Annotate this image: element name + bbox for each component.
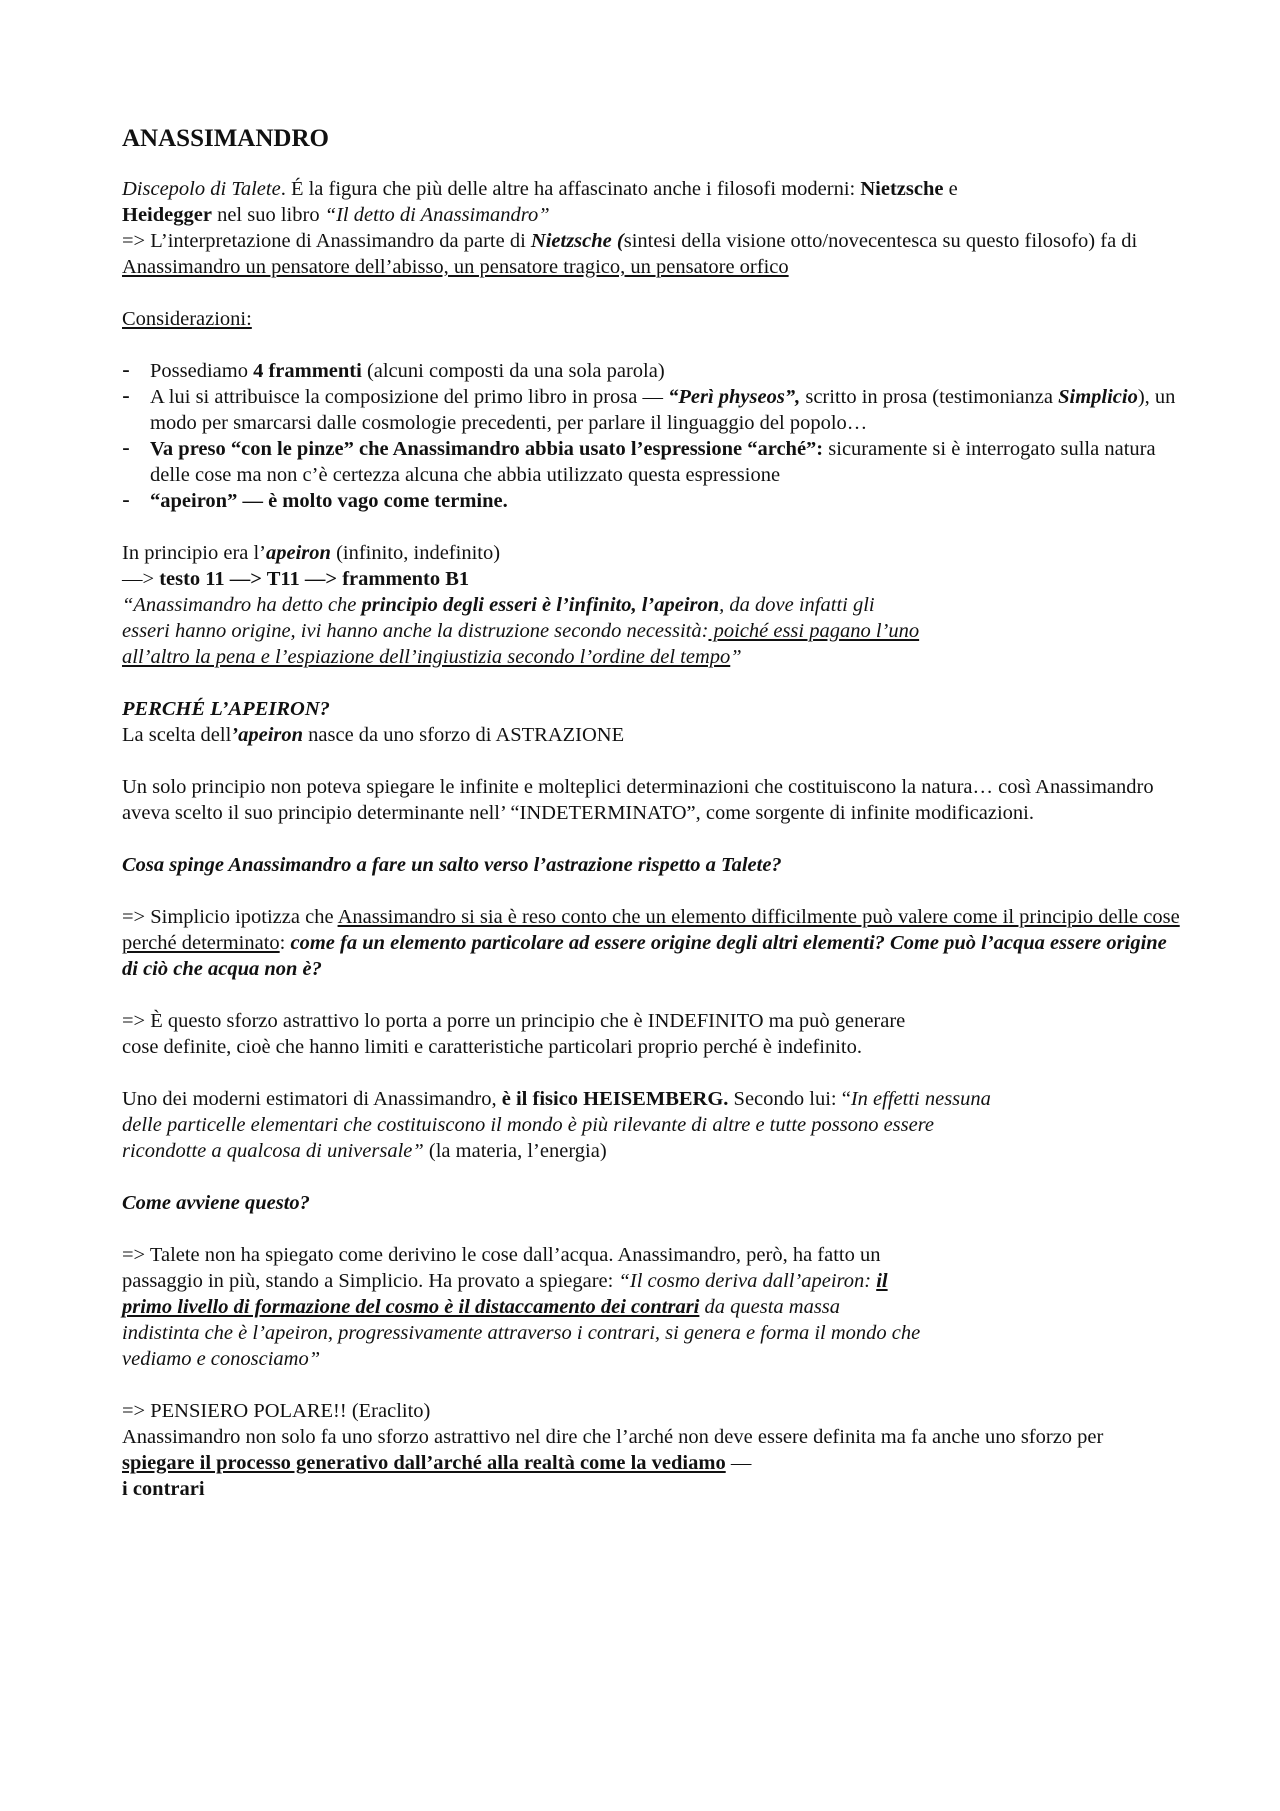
- considerations-list: [122, 358, 1180, 514]
- list-item: - A lui si attribuisce la composizione del primo libro in prosa — “Perì physeos”, scritto in prosa (testimonianza Simplicio), un modo per smarcarsi dalle cosmologie precedenti, per parlare il linguaggio del popolo…: [122, 384, 1180, 436]
- question-heading: Cosa spinge Anassimandro a fare un salto verso l’astrazione rispetto a Talete?: [122, 854, 782, 876]
- talete-paragraph: => Talete non ha spiegato come derivino le cose dall’acqua. Anassimandro, però, ha fatto un passaggio in più, stando a Simplicio. Ha provato a spiegare: “Il cosmo deriva dall’apeiron: il primo livello di formazione del cosmo è il distaccamento dei contrari da questa massa indistinta che è l’apeiron, progressivamente attraverso i contrari, si genera e forma il mondo che vediamo e conosciamo”: [122, 1244, 921, 1370]
- final-paragraph: Anassimandro non solo fa uno sforzo astrattivo nel dire che l’arché non deve essere definita ma fa anche uno sforzo per spiegare il processo generativo dall’arché alla realtà come la vediamo — i contrari: [122, 1426, 1104, 1500]
- sforzo-paragraph: => È questo sforzo astrattivo lo porta a porre un principio che è INDEFINITO ma può generare cose definite, cioè che hanno limiti e caratteristiche particolari proprio perché è indefinito.: [122, 1010, 906, 1058]
- intro-paragraph: Discepolo di Talete. É la figura che più delle altre ha affascinato anche i filosofi moderni: Nietzsche e Heidegger nel suo libro “Il detto di Anassimandro”: [122, 178, 958, 226]
- list-item: - Possediamo 4 frammenti (alcuni composti da una sola parola): [122, 358, 1180, 384]
- principio-line: In principio era l’apeiron (infinito, indefinito): [122, 542, 501, 564]
- astrazione-line: La scelta dell’apeiron nasce da uno sforzo di ASTRAZIONE: [122, 724, 625, 746]
- interpretation-paragraph: => L’interpretazione di Anassimandro da parte di Nietzsche (sintesi della visione otto/novecentesca su questo filosofo) fa di Anassimandro un pensatore dell’abisso, un pensatore tragico, un pensatore orfico: [122, 230, 1138, 278]
- pensiero-polare-line: => PENSIERO POLARE!! (Eraclito): [122, 1400, 431, 1422]
- heisenberg-paragraph: Uno dei moderni estimatori di Anassimandro, è il fisico HEISEMBERG. Secondo lui: “In effetti nessuna delle particelle elementari che costituiscono il mondo è più rilevante di altre e tutte possono essere ricondotte a qualcosa di universale” (la materia, l’energia): [122, 1088, 991, 1162]
- document-body: [122, 124, 1180, 1502]
- reference-line: —> testo 11 —> T11 —> frammento B1: [122, 568, 470, 590]
- section-heading-perche: PERCHÉ L’APEIRON?: [122, 698, 330, 720]
- page-title: ANASSIMANDRO: [122, 125, 329, 152]
- list-item: - Va preso “con le pinze” che Anassimandro abbia usato l’espressione “arché”: sicuramente si è interrogato sulla natura delle cose ma non c’è certezza alcuna che abbia utilizzato questa espressione: [122, 436, 1180, 488]
- fragment-quote: “Anassimandro ha detto che principio degli esseri è l’infinito, l’apeiron, da dove infatti gli esseri hanno origine, ivi hanno anche la distruzione secondo necessità: poiché essi pagano l’uno all’altro la pena e l’espiazione dell’ingiustizia secondo l’ordine del tempo”: [122, 594, 920, 668]
- principio-paragraph: Un solo principio non poteva spiegare le infinite e molteplici determinazioni che costituiscono la natura… così Anassimandro aveva scelto il suo principio determinante nell’ “INDETERMINATO”, come sorgente di infinite modificazioni.: [122, 776, 1154, 824]
- simplicio-paragraph: => Simplicio ipotizza che Anassimandro si sia è reso conto che un elemento difficilmente può valere come il principio delle cose perché determinato: come fa un elemento particolare ad essere origine degli altri elementi? Come può l’acqua essere origine di ciò che acqua non è?: [122, 906, 1180, 980]
- list-item: - “apeiron” — è molto vago come termine.: [122, 488, 1180, 514]
- section-heading-come-avviene: Come avviene questo?: [122, 1192, 310, 1214]
- section-label-considerazioni: Considerazioni:: [122, 308, 252, 330]
